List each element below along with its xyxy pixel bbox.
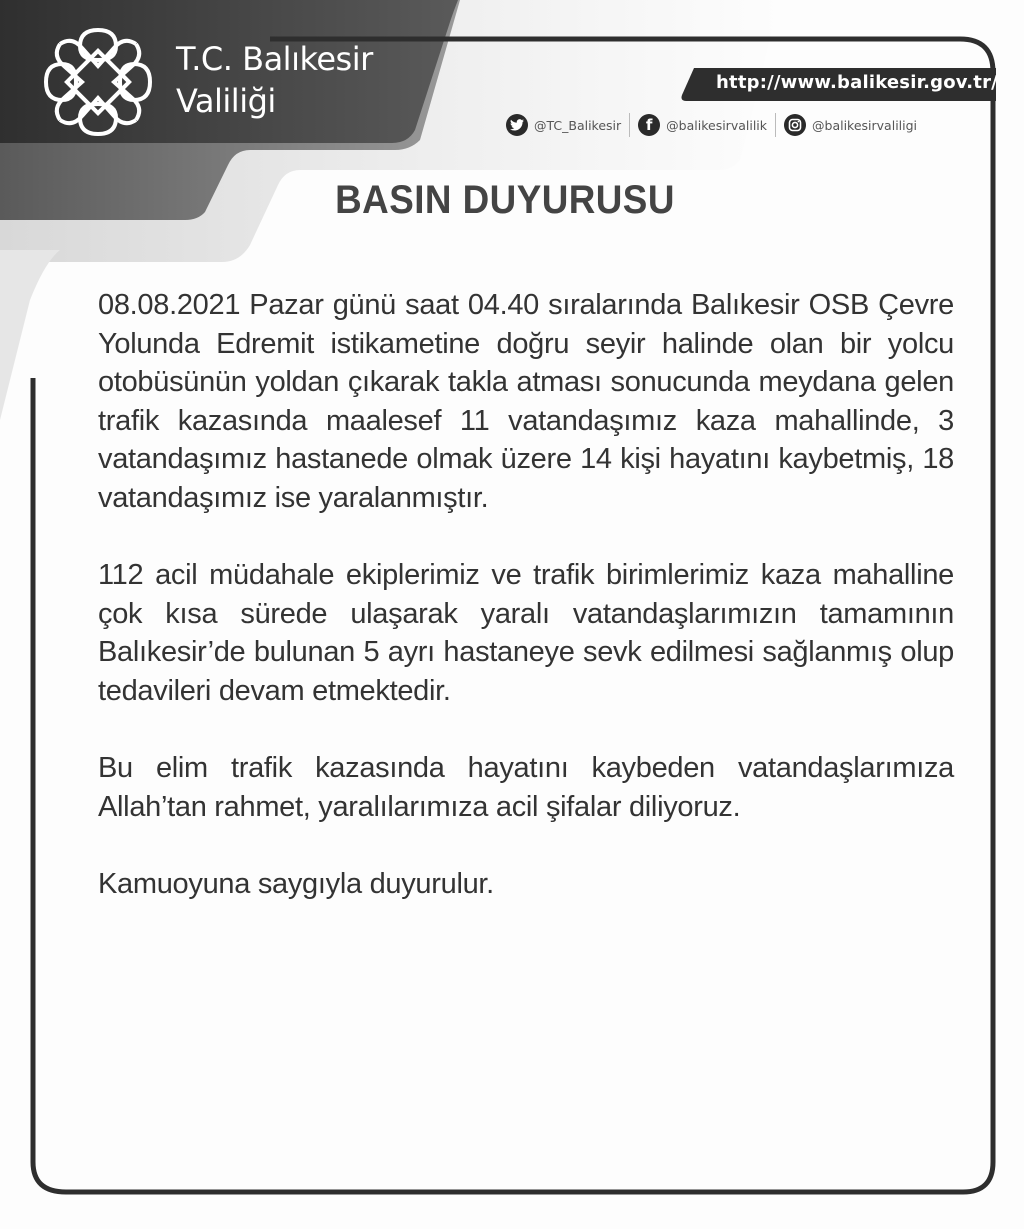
twitter-icon: [506, 114, 528, 136]
facebook-handle[interactable]: @balikesirvalilik: [666, 117, 768, 133]
paragraph: Kamuoyuna saygıyla duyurulur.: [98, 867, 494, 900]
organization-name-line2: Valiliği: [176, 82, 276, 120]
document-body: [98, 286, 954, 942]
divider: [629, 113, 630, 137]
instagram-icon: [784, 114, 806, 136]
divider: [775, 113, 776, 137]
paragraph: 112 acil müdahale ekiplerimiz ve trafik birimlerimiz kaza mahalline çok kısa sürede ulaşarak yaralı vatandaşlarımızın tamamının Balıkesir’de bulunan 5 ayrı hastaneye sevk edilmesi sağlanmış olup tedavileri devam etmektedir.: [98, 559, 954, 707]
organization-name-line1: T.C. Balıkesir: [176, 40, 373, 78]
twitter-handle[interactable]: @TC_Balikesir: [534, 117, 622, 133]
instagram-handle[interactable]: @balikesirvaliligi: [812, 117, 918, 133]
paragraph: Bu elim trafik kazasında hayatını kaybeden vatandaşlarımıza Allah’tan rahmet, yaralılarımıza acil şifalar diliyoruz.: [98, 752, 954, 823]
paragraph: 08.08.2021 Pazar günü saat 04.40 sıralarında Balıkesir OSB Çevre Yolunda Edremit istikametine doğru seyir halinde olan bir yolcu otobüsünün yoldan çıkarak takla atması sonucunda meydana gelen trafik kazasında maalesef 11 vatandaşımız kaza mahallinde, 3 vatandaşımız hastanede olmak üzere 14 kişi hayatını kaybetmiş, 18 vatandaşımız ise yaralanmıştır.: [98, 289, 954, 514]
document-title: BASIN DUYURUSU: [335, 178, 675, 222]
social-media-row: [506, 113, 917, 137]
website-url[interactable]: http://www.balikesir.gov.tr/: [716, 72, 998, 93]
facebook-icon: f: [638, 114, 660, 136]
